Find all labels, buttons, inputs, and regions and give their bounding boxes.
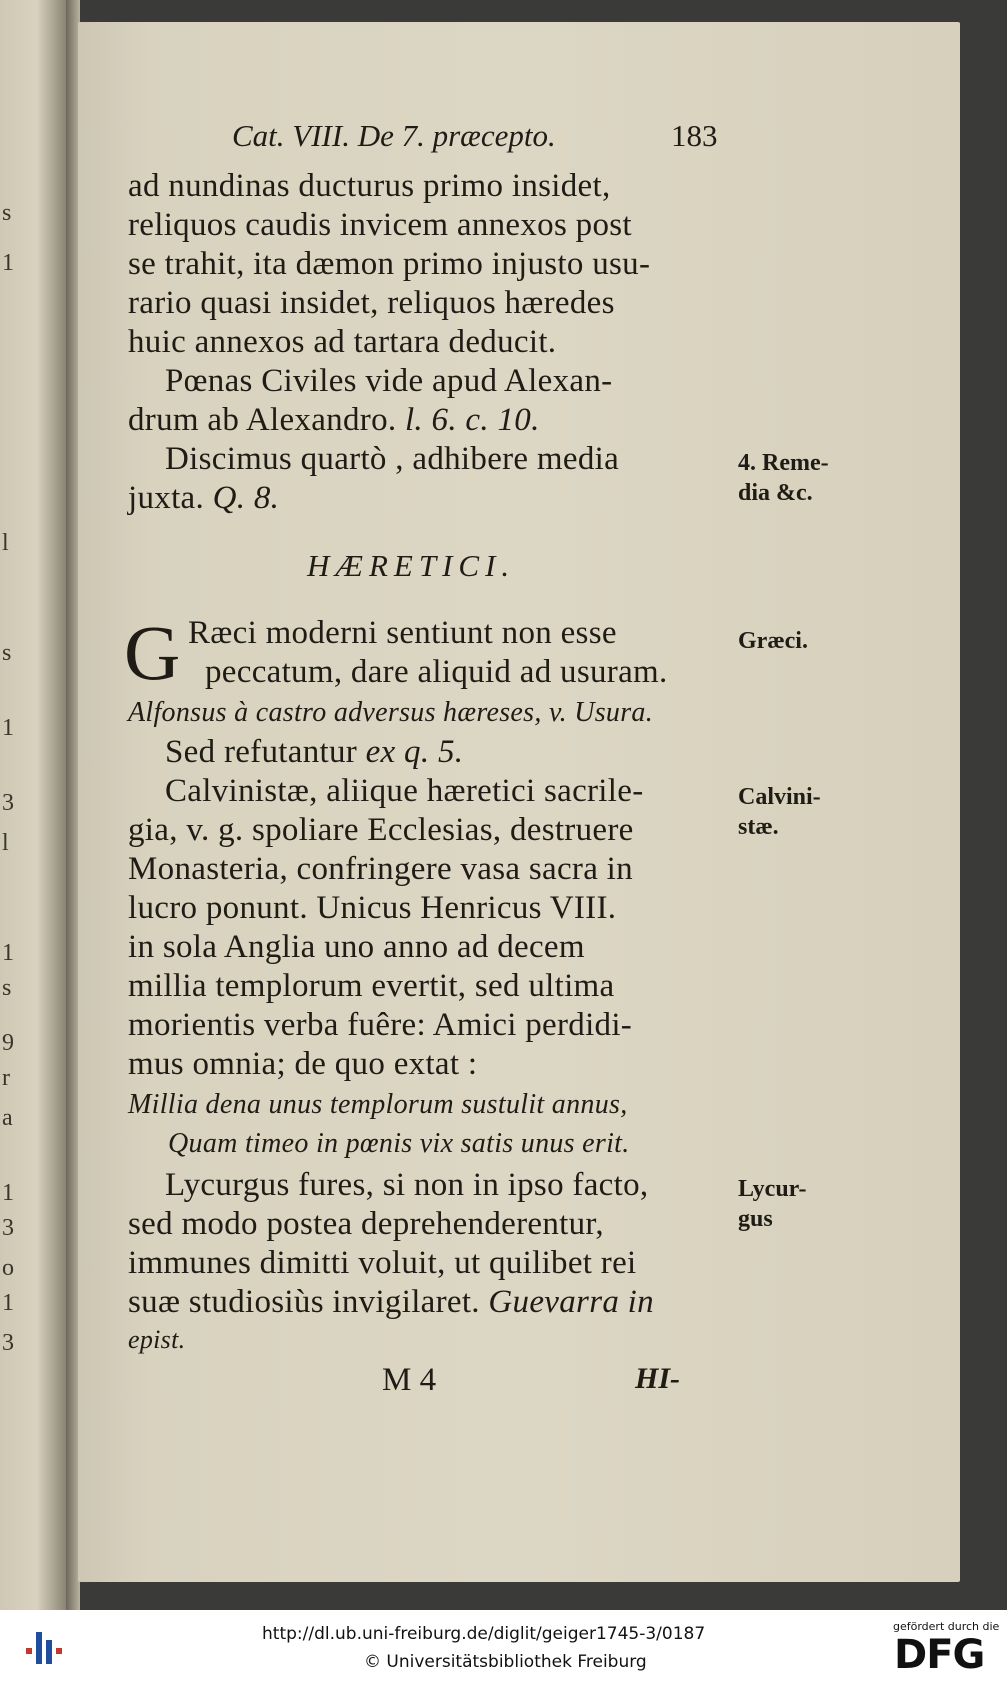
edge-glyph: 3 [2,1330,14,1356]
margin-note-remedia: dia &c. [738,480,813,506]
dfg-logo-icon: DFG [894,1632,985,1678]
body-line: immunes dimitti voluit, ut quilibet rei [128,1245,637,1281]
body-line: peccatum, dare aliquid ad usuram. [205,654,668,690]
library-logo-icon [22,1624,66,1668]
edge-glyph: 1 [2,940,14,966]
body-line: Ræci moderni sentiunt non esse [188,615,617,651]
edge-glyph: 1 [2,1290,14,1316]
page-number: 183 [671,118,718,153]
edge-glyph: s [2,975,12,1001]
dfg-caption: gefördert durch die [893,1620,1000,1633]
body-line: se trahit, ita dæmon primo injusto usu- [128,246,651,282]
edge-glyph: s [2,640,12,666]
catchword: HI- [635,1362,680,1395]
body-line: sed modo postea deprehenderentur, [128,1206,604,1242]
drop-cap: G [124,609,181,696]
citation: ex q. 5. [365,734,464,770]
body-line: morientis verba fuêre: Amici perdidi- [128,1007,633,1043]
margin-note-graeci: Græci. [738,628,808,654]
body-line [165,734,463,771]
body-line: gia, v. g. spoliare Ecclesias, destruere [128,812,634,848]
edge-glyph: a [2,1105,13,1131]
edge-glyph: r [2,1065,10,1091]
body-line [128,480,279,517]
edge-glyph: 1 [2,250,14,276]
body-line: millia templorum evertit, sed ultima [128,968,615,1004]
footer-bar [0,1610,1007,1681]
citation-line: Alfonsus à castro adversus hæreses, v. Usura. [128,697,654,728]
edge-glyph: 9 [2,1030,14,1056]
citation: l. 6. c. 10. [404,402,540,438]
body-line: Lycurgus fures, si non in ipso facto, [165,1167,649,1203]
signature-mark: M 4 [382,1362,437,1398]
running-head: Cat. VIII. De 7. præcepto. [232,118,556,153]
body-text: Sed refutantur [165,734,366,770]
citation: Guevarra in [488,1284,654,1320]
body-line: in sola Anglia uno anno ad decem [128,929,585,965]
body-line: lucro ponunt. Unicus Henricus VIII. [128,890,617,926]
body-line: Monasteria, confringere vasa sacra in [128,851,633,887]
edge-glyph: 3 [2,790,14,816]
edge-glyph: 3 [2,1215,14,1241]
section-heading: HÆRETICI. [307,548,516,583]
body-line: Pœnas Civiles vide apud Alexan- [165,363,613,399]
body-text: drum ab Alexandro. [128,402,405,438]
edge-glyph: s [2,200,12,226]
body-line: Discimus quartò , adhibere media [165,441,620,477]
body-line: reliquos caudis invicem annexos post [128,207,632,243]
margin-note-calvinistae: Calvini- [738,784,821,810]
footer-copyright: © Universitätsbibliothek Freiburg [364,1652,647,1672]
body-line: ad nundinas ducturus primo insidet, [128,168,611,204]
body-line [128,402,540,439]
body-line: huic annexos ad tartara deducit. [128,324,557,360]
body-line: rario quasi insidet, reliquos hæredes [128,285,615,321]
verse-line: Quam timeo in pœnis vix satis unus erit. [168,1128,630,1159]
body-line [128,1284,654,1321]
edge-glyph: o [2,1255,14,1281]
edge-glyph: l [2,530,9,556]
footer-url-link[interactable]: http://dl.ub.uni-freiburg.de/diglit/geiger1745-3/0187 [262,1624,706,1644]
body-text: juxta. [128,480,213,516]
body-line: mus omnia; de quo extat : [128,1046,478,1082]
citation: Q. 8. [212,480,280,516]
edge-glyph: 1 [2,1180,14,1206]
verse-line: Millia dena unus templorum sustulit annus, [128,1089,628,1120]
margin-note-lycurgus: Lycur- [738,1176,807,1202]
edge-glyph: l [2,830,9,856]
edge-glyph: 1 [2,715,14,741]
margin-note-remedia: 4. Reme- [738,450,829,476]
margin-note-calvinistae: stæ. [738,814,779,840]
body-line: Calvinistæ, aliique hæretici sacrile- [165,773,644,809]
citation-line: epist. [128,1325,186,1354]
margin-note-lycurgus: gus [738,1206,773,1232]
body-text: suæ studiosiùs invigilaret. [128,1284,489,1320]
